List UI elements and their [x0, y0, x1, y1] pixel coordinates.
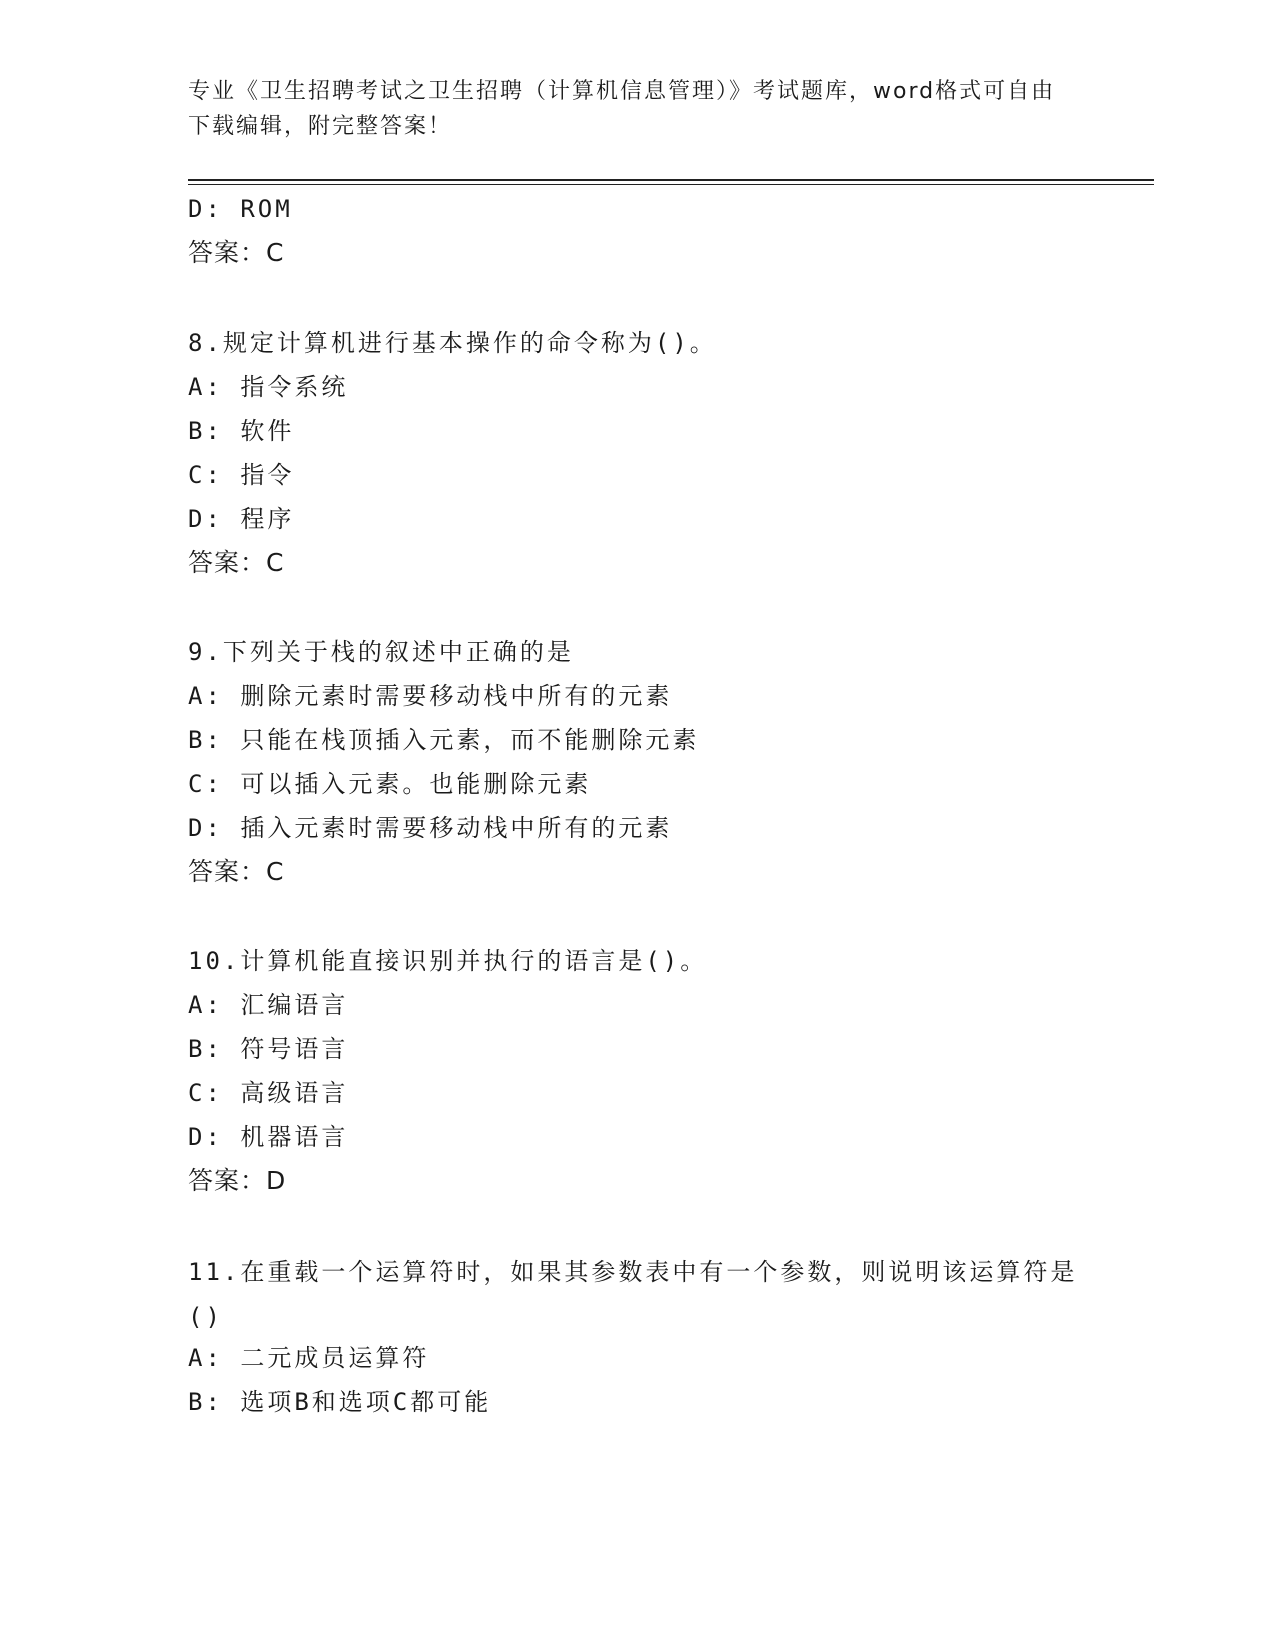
q10-option-a: A: 汇编语言	[188, 991, 349, 1019]
q8-option-b: B: 软件	[188, 417, 295, 445]
q8-option-c: C: 指令	[188, 461, 295, 489]
q8-answer: 答案：C	[188, 548, 285, 577]
q10-option-b: B: 符号语言	[188, 1035, 349, 1063]
q8-option-a: A: 指令系统	[188, 373, 349, 401]
q9-option-c: C: 可以插入元素。也能删除元素	[188, 770, 592, 798]
q11-option-b: B: 选项B和选项C都可能	[188, 1388, 492, 1416]
q11-question: 11.在重载一个运算符时，如果其参数表中有一个参数，则说明该运算符是()	[188, 1258, 1078, 1331]
q8-option-d: D: 程序	[188, 505, 295, 533]
header-divider-thin	[188, 184, 1154, 185]
q10-option-c: C: 高级语言	[188, 1079, 349, 1107]
q10-answer: 答案：D	[188, 1166, 287, 1195]
q11-option-a: A: 二元成员运算符	[188, 1344, 430, 1372]
q8-question: 8.规定计算机进行基本操作的命令称为()。	[188, 329, 717, 357]
q9-answer: 答案：C	[188, 857, 285, 886]
header-divider-thick	[188, 179, 1154, 181]
q10-question: 10.计算机能直接识别并执行的语言是()。	[188, 947, 708, 975]
q10-option-d: D: 机器语言	[188, 1123, 349, 1151]
q9-option-a: A: 删除元素时需要移动栈中所有的元素	[188, 682, 673, 710]
prev-answer: 答案：C	[188, 238, 285, 267]
q9-option-d: D: 插入元素时需要移动栈中所有的元素	[188, 814, 673, 842]
document-intro: 专业《卫生招聘考试之卫生招聘（计算机信息管理）》考试题库，word格式可自由下载编辑，附完整答案！	[188, 79, 1056, 139]
prev-option-d: D: ROM	[188, 195, 293, 223]
q9-question: 9.下列关于栈的叙述中正确的是	[188, 638, 574, 666]
q9-option-b: B: 只能在栈顶插入元素，而不能删除元素	[188, 726, 700, 754]
